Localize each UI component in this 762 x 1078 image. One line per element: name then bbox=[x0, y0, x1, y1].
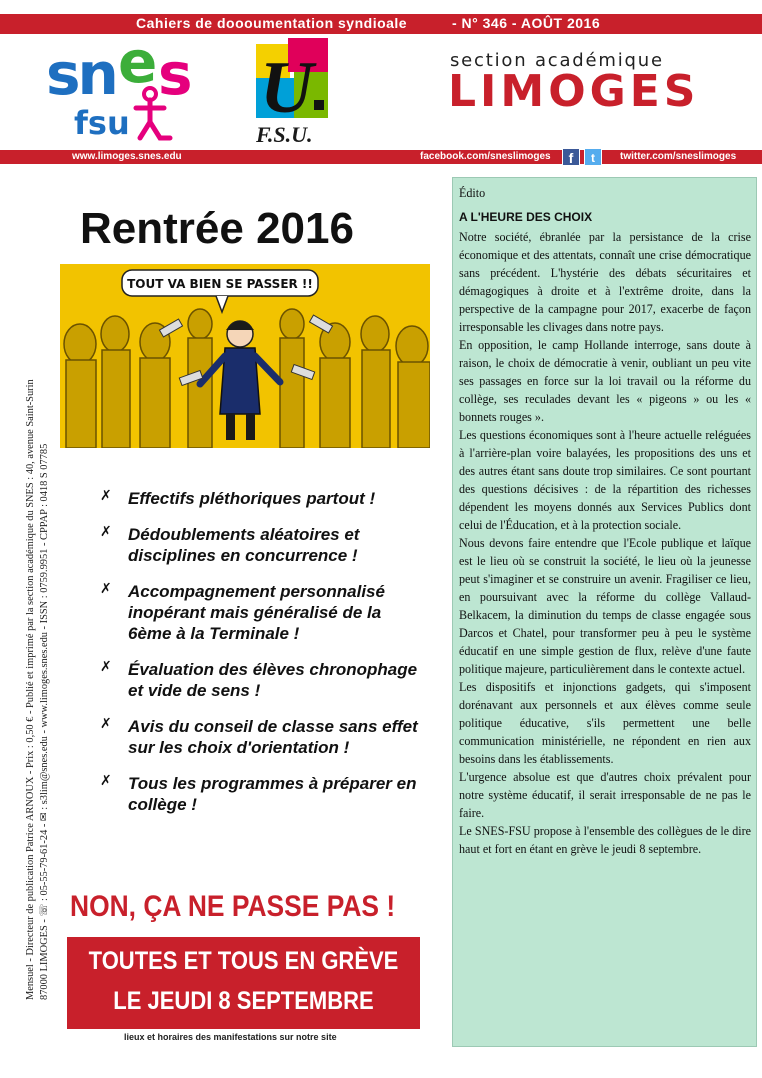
footnote: lieux et horaires des manifestations sur notre site bbox=[124, 1032, 337, 1042]
svg-text:e: e bbox=[118, 38, 158, 96]
credits-line-1: Mensuel - Directeur de publication Patrice ARNOUX - Prix : 0,50 € - Publié et imprimé par la section académique du SNES : 40, avenue Saint-Surin bbox=[25, 379, 36, 1000]
section-label: section académique bbox=[450, 50, 664, 71]
edito-paragraph: Les questions économiques sont à l'heure actuelle reléguées à l'arrière-plan voire balayées, les propositions des uns et des autres étant sans doute trop similaires. Ce sont pourtant des questions décisives : de la répartition des richesses dépendent les moyens donnés aux Services Publics dont celui de l'Éducation, et à la protection sociale. bbox=[459, 428, 751, 532]
list-item bbox=[100, 524, 422, 566]
snes-fsu-logo bbox=[46, 38, 216, 148]
cartoon-illustration bbox=[60, 264, 430, 448]
cross-icon: ✗ bbox=[100, 716, 112, 732]
edito-paragraph: Les dispositifs et injonctions gadgets, qui s'imposent dorénavant aux personnels et aux élèves comme seule politique éducative, s'ils permettent une belle communication ministérielle, ne répondent en rien aux besoins dans les établissements. bbox=[459, 680, 751, 766]
cross-icon: ✗ bbox=[100, 524, 112, 540]
cross-icon: ✗ bbox=[100, 773, 112, 789]
list-item bbox=[100, 716, 422, 758]
edito-paragraph: L'urgence absolue est que d'autres choix prévalent pour notre système éducatif, il serait irresponsable de ne pas le faire. bbox=[459, 770, 751, 820]
edito-paragraph: Le SNES-FSU propose à l'ensemble des collègues de le dire haut et fort en étant en grève le jeudi 8 septembre. bbox=[459, 824, 751, 856]
edito-paragraph: Nous devons faire entendre que l'Ecole publique et laïque est le lieu où se construit la société, le lieu où la jeunesse peut s'imaginer et se construire un avenir. Fragiliser ce lieu, en poursuivant avec la réforme du collège Vallaud-Belkacem, la diminution du temps de classe engagée sous Darcos et Chatel, pour transformer peu à peu le système éducatif en une simple gestion de flux, relève d'une faute politique majeure, particulièrement dans le contexte actuel. bbox=[459, 536, 751, 676]
city-title: LIMOGES bbox=[448, 66, 700, 117]
twitter-icon[interactable]: t bbox=[584, 148, 602, 166]
u-logo-mark bbox=[254, 38, 334, 124]
list-item bbox=[100, 581, 422, 644]
cross-icon: ✗ bbox=[100, 581, 112, 597]
cross-icon: ✗ bbox=[100, 488, 112, 504]
twitter-link[interactable]: twitter.com/sneslimoges bbox=[620, 151, 737, 162]
facebook-icon[interactable]: f bbox=[562, 148, 580, 166]
list-item bbox=[100, 659, 422, 701]
issue-number: - N° 346 - AOÛT 2016 bbox=[452, 15, 601, 31]
grievance-list bbox=[100, 488, 422, 830]
cross-icon: ✗ bbox=[100, 659, 112, 675]
svg-text:sn: sn bbox=[46, 40, 116, 108]
svg-text:fsu: fsu bbox=[74, 104, 130, 142]
top-banner bbox=[0, 14, 762, 34]
facebook-link[interactable]: facebook.com/sneslimoges bbox=[420, 151, 551, 162]
u-fsu-logo bbox=[254, 38, 334, 148]
slogan: NON, ÇA NE PASSE PAS ! bbox=[70, 890, 396, 923]
credits-line-2: 87000 LIMOGES - ☏ : 05-55-79-61-24 - ✉ : s3lim@snes.edu - www.limoges.snes.edu - ISSN : 0759.9951 - CPPAP : 0418 S 07785 bbox=[39, 443, 50, 1000]
bullet-text: Dédoublements aléatoires et disciplines en concurrence ! bbox=[128, 525, 360, 565]
editorial-box bbox=[452, 177, 757, 1047]
u-logo-label: F.S.U. bbox=[256, 122, 313, 147]
edito-paragraph: En opposition, le camp Hollande interroge, sans doute à raison, le choix de démocratie à venir, oubliant un peu vite ses passages en force sur la loi travail ou la réforme du collège, ses reculades devant les « pigeons » ou les « bonnets rouges ». bbox=[459, 338, 751, 424]
list-item bbox=[100, 488, 422, 509]
svg-text:U: U bbox=[260, 47, 314, 124]
bullet-text: Avis du conseil de classe sans effet sur les choix d'orientation ! bbox=[128, 717, 418, 757]
publication-title: Cahiers de doooumentation syndioale bbox=[136, 15, 408, 31]
bullet-text: Accompagnement personnalisé inopérant mais généralisé de la 6ème à la Terminale ! bbox=[128, 582, 385, 643]
cartoon-caption: TOUT VA BIEN SE PASSER !! bbox=[127, 277, 313, 291]
svg-text:s: s bbox=[158, 40, 193, 108]
page-title: Rentrée 2016 bbox=[80, 204, 354, 253]
edito-kicker: Édito bbox=[459, 186, 486, 200]
publication-credits bbox=[24, 260, 52, 1000]
strike-banner bbox=[67, 937, 420, 1029]
edito-paragraph: Notre société, ébranlée par la persistance de la crise économique et des attentats, connaît une crise démocratique sans précédent. L'hystérie des débats sécuritaires et démagogiques à droite et à l'extrême droite, dans la perspective de la campagne pour 2017, exacerbe de façon irresponsable les clivages dans notre pays. bbox=[459, 230, 751, 334]
bullet-text: Tous les programmes à préparer en collège ! bbox=[128, 774, 417, 814]
strike-line-2: LE JEUDI 8 SEPTEMBRE bbox=[113, 987, 374, 1015]
bullet-text: Évaluation des élèves chronophage et vide de sens ! bbox=[128, 660, 418, 700]
edito-heading: A L'HEURE DES CHOIX bbox=[459, 210, 593, 224]
list-item bbox=[100, 773, 422, 815]
website-link[interactable]: www.limoges.snes.edu bbox=[72, 151, 182, 162]
bullet-text: Effectifs pléthoriques partout ! bbox=[128, 489, 376, 508]
snes-logo-mark bbox=[46, 38, 216, 148]
links-banner bbox=[0, 150, 762, 164]
strike-line-1: TOUTES ET TOUS EN GRÈVE bbox=[88, 947, 399, 975]
